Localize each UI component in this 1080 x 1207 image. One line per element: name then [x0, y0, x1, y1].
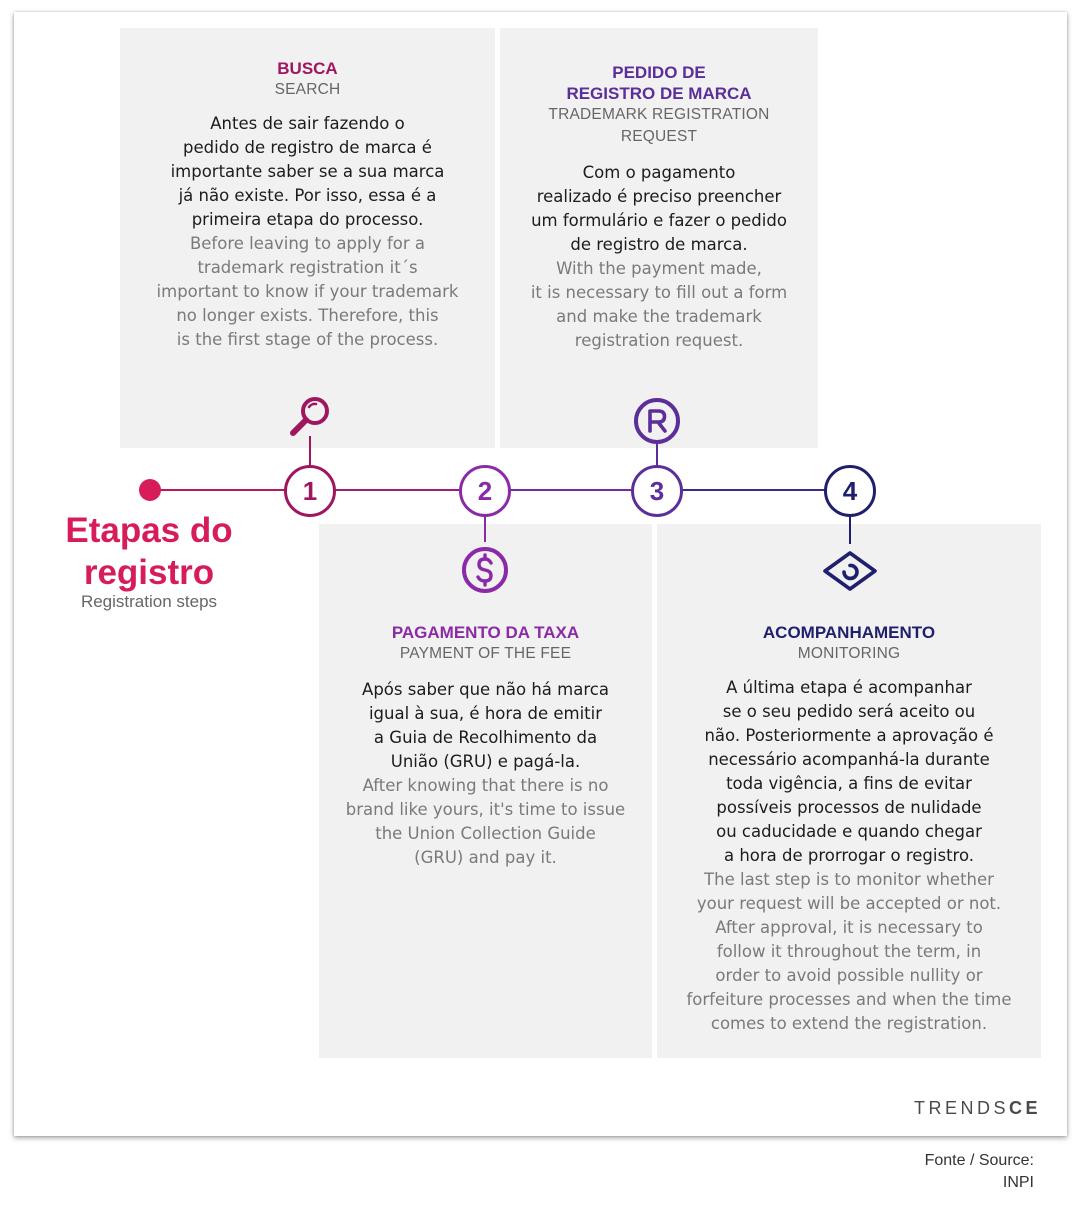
title-line: Etapas do: [65, 511, 233, 550]
text-line: registration request.: [574, 331, 744, 350]
step-2-panel: [319, 524, 652, 1058]
text-line: important to know if your trademark: [156, 282, 459, 301]
text-line: possíveis processos de nulidade: [716, 798, 982, 817]
text-line: primeira etapa do processo.: [191, 210, 424, 229]
text-line: a hora de prorrogar o registro.: [723, 846, 975, 865]
step-4-text-pt: [657, 676, 1041, 868]
text-line: it is necessary to fill out a form: [530, 283, 788, 302]
step-4-text-en: [657, 868, 1041, 1036]
text-line: já não existe. Por isso, essa é a: [178, 186, 437, 205]
text-line: brand like yours, it's time to issue: [345, 800, 626, 819]
timeline-segment: [657, 489, 850, 491]
connector-line: [849, 514, 851, 544]
text-line: trademark registration it´s: [197, 258, 418, 277]
text-line: After approval, it is necessary to: [715, 918, 983, 937]
text-line: ou caducidade e quando chegar: [716, 822, 982, 841]
text-line: necessário acompanhá-la durante: [708, 750, 990, 769]
text-line: realizado é preciso preencher: [536, 187, 782, 206]
text-line: The last step is to monitor whether: [704, 870, 994, 889]
text-line: the Union Collection Guide: [375, 824, 596, 843]
trendsce-logo: [914, 1098, 1041, 1119]
text-line: toda vigência, a fins de evitar: [726, 774, 972, 793]
step-1-text-en: [120, 232, 495, 352]
text-line: Após saber que não há marca: [362, 680, 609, 699]
text-line: your request will be accepted or not.: [696, 894, 1002, 913]
step-4-subtitle: MONITORING: [797, 645, 901, 662]
text-line: a Guia de Recolhimento da: [373, 728, 598, 747]
source-note: [925, 1150, 1034, 1194]
text-line: de registro de marca.: [570, 235, 748, 254]
text-line: With the payment made,: [556, 259, 762, 278]
text-line: Com o pagamento: [582, 163, 736, 182]
text-line: pedido de registro de marca é: [183, 138, 432, 157]
step-2-node: 2: [459, 465, 511, 517]
source-label: Fonte / Source:: [924, 1152, 1034, 1169]
step-2-text-en: [319, 774, 652, 870]
text-line: se o seu pedido será aceito ou: [722, 702, 976, 721]
eye-icon: [821, 548, 879, 594]
text-line: um formulário e fazer o pedido: [531, 211, 787, 230]
text-line: igual à sua, é hora de emitir: [368, 704, 603, 723]
text-line: comes to extend the registration.: [710, 1014, 988, 1033]
step-1-panel: [120, 28, 495, 448]
text-line: and make the trademark: [556, 307, 762, 326]
step-2-title: PAGAMENTO DA TAXA: [391, 623, 580, 642]
text-line: Before leaving to apply for a: [189, 234, 426, 253]
step-4-node: 4: [824, 465, 876, 517]
logo-text-bold: CE: [1009, 1098, 1042, 1118]
step-1-title: BUSCA: [277, 59, 338, 78]
text-line: no longer exists. Therefore, this: [176, 306, 439, 325]
text-line: forfeiture processes and when the time: [686, 990, 1012, 1009]
text-line: After knowing that there is no: [362, 776, 609, 795]
title-line: registro: [83, 553, 215, 592]
text-line: A última etapa é acompanhar: [726, 678, 972, 697]
connector-line: [484, 514, 486, 542]
text-line: União (GRU) e pagá-la.: [390, 752, 581, 771]
page-subtitle: Registration steps: [80, 592, 218, 611]
text-line: importante saber se a sua marca: [170, 162, 445, 181]
text-line: follow it throughout the term, in: [716, 942, 982, 961]
step-1-text-pt: [120, 112, 495, 232]
magnifier-icon: [288, 393, 334, 439]
step-3-title-line: PEDIDO DE: [612, 63, 706, 82]
step-1-subtitle: SEARCH: [274, 81, 341, 98]
logo-text: TRENDS: [914, 1098, 1010, 1118]
text-line: não. Posteriormente a aprovação é: [704, 726, 994, 745]
text-line: is the first stage of the process.: [176, 330, 439, 349]
text-line: (GRU) and pay it.: [414, 848, 557, 867]
step-3-panel: [500, 28, 818, 448]
page-title: [40, 510, 258, 594]
timeline-start-dot: [139, 479, 161, 501]
step-4-panel: [657, 524, 1041, 1058]
step-3-text-en: [500, 257, 818, 353]
step-3-title-line: REGISTRO DE MARCA: [566, 84, 752, 103]
text-line: order to avoid possible nullity or: [715, 966, 983, 985]
registered-trademark-icon: [633, 397, 681, 445]
step-1-node: 1: [284, 465, 336, 517]
source-value: INPI: [1002, 1174, 1034, 1191]
connector-line: [309, 436, 311, 466]
step-2-subtitle: PAYMENT OF THE FEE: [399, 645, 572, 662]
step-3-node: 3: [631, 465, 683, 517]
step-3-text-pt: [500, 161, 818, 257]
step-3-subtitle-line: REQUEST: [620, 128, 698, 145]
text-line: Antes de sair fazendo o: [210, 114, 405, 133]
step-3-subtitle-line: TRADEMARK REGISTRATION: [548, 106, 770, 123]
dollar-coin-icon: [461, 546, 509, 594]
step-2-text-pt: [319, 678, 652, 774]
step-4-title: ACOMPANHAMENTO: [762, 623, 936, 642]
